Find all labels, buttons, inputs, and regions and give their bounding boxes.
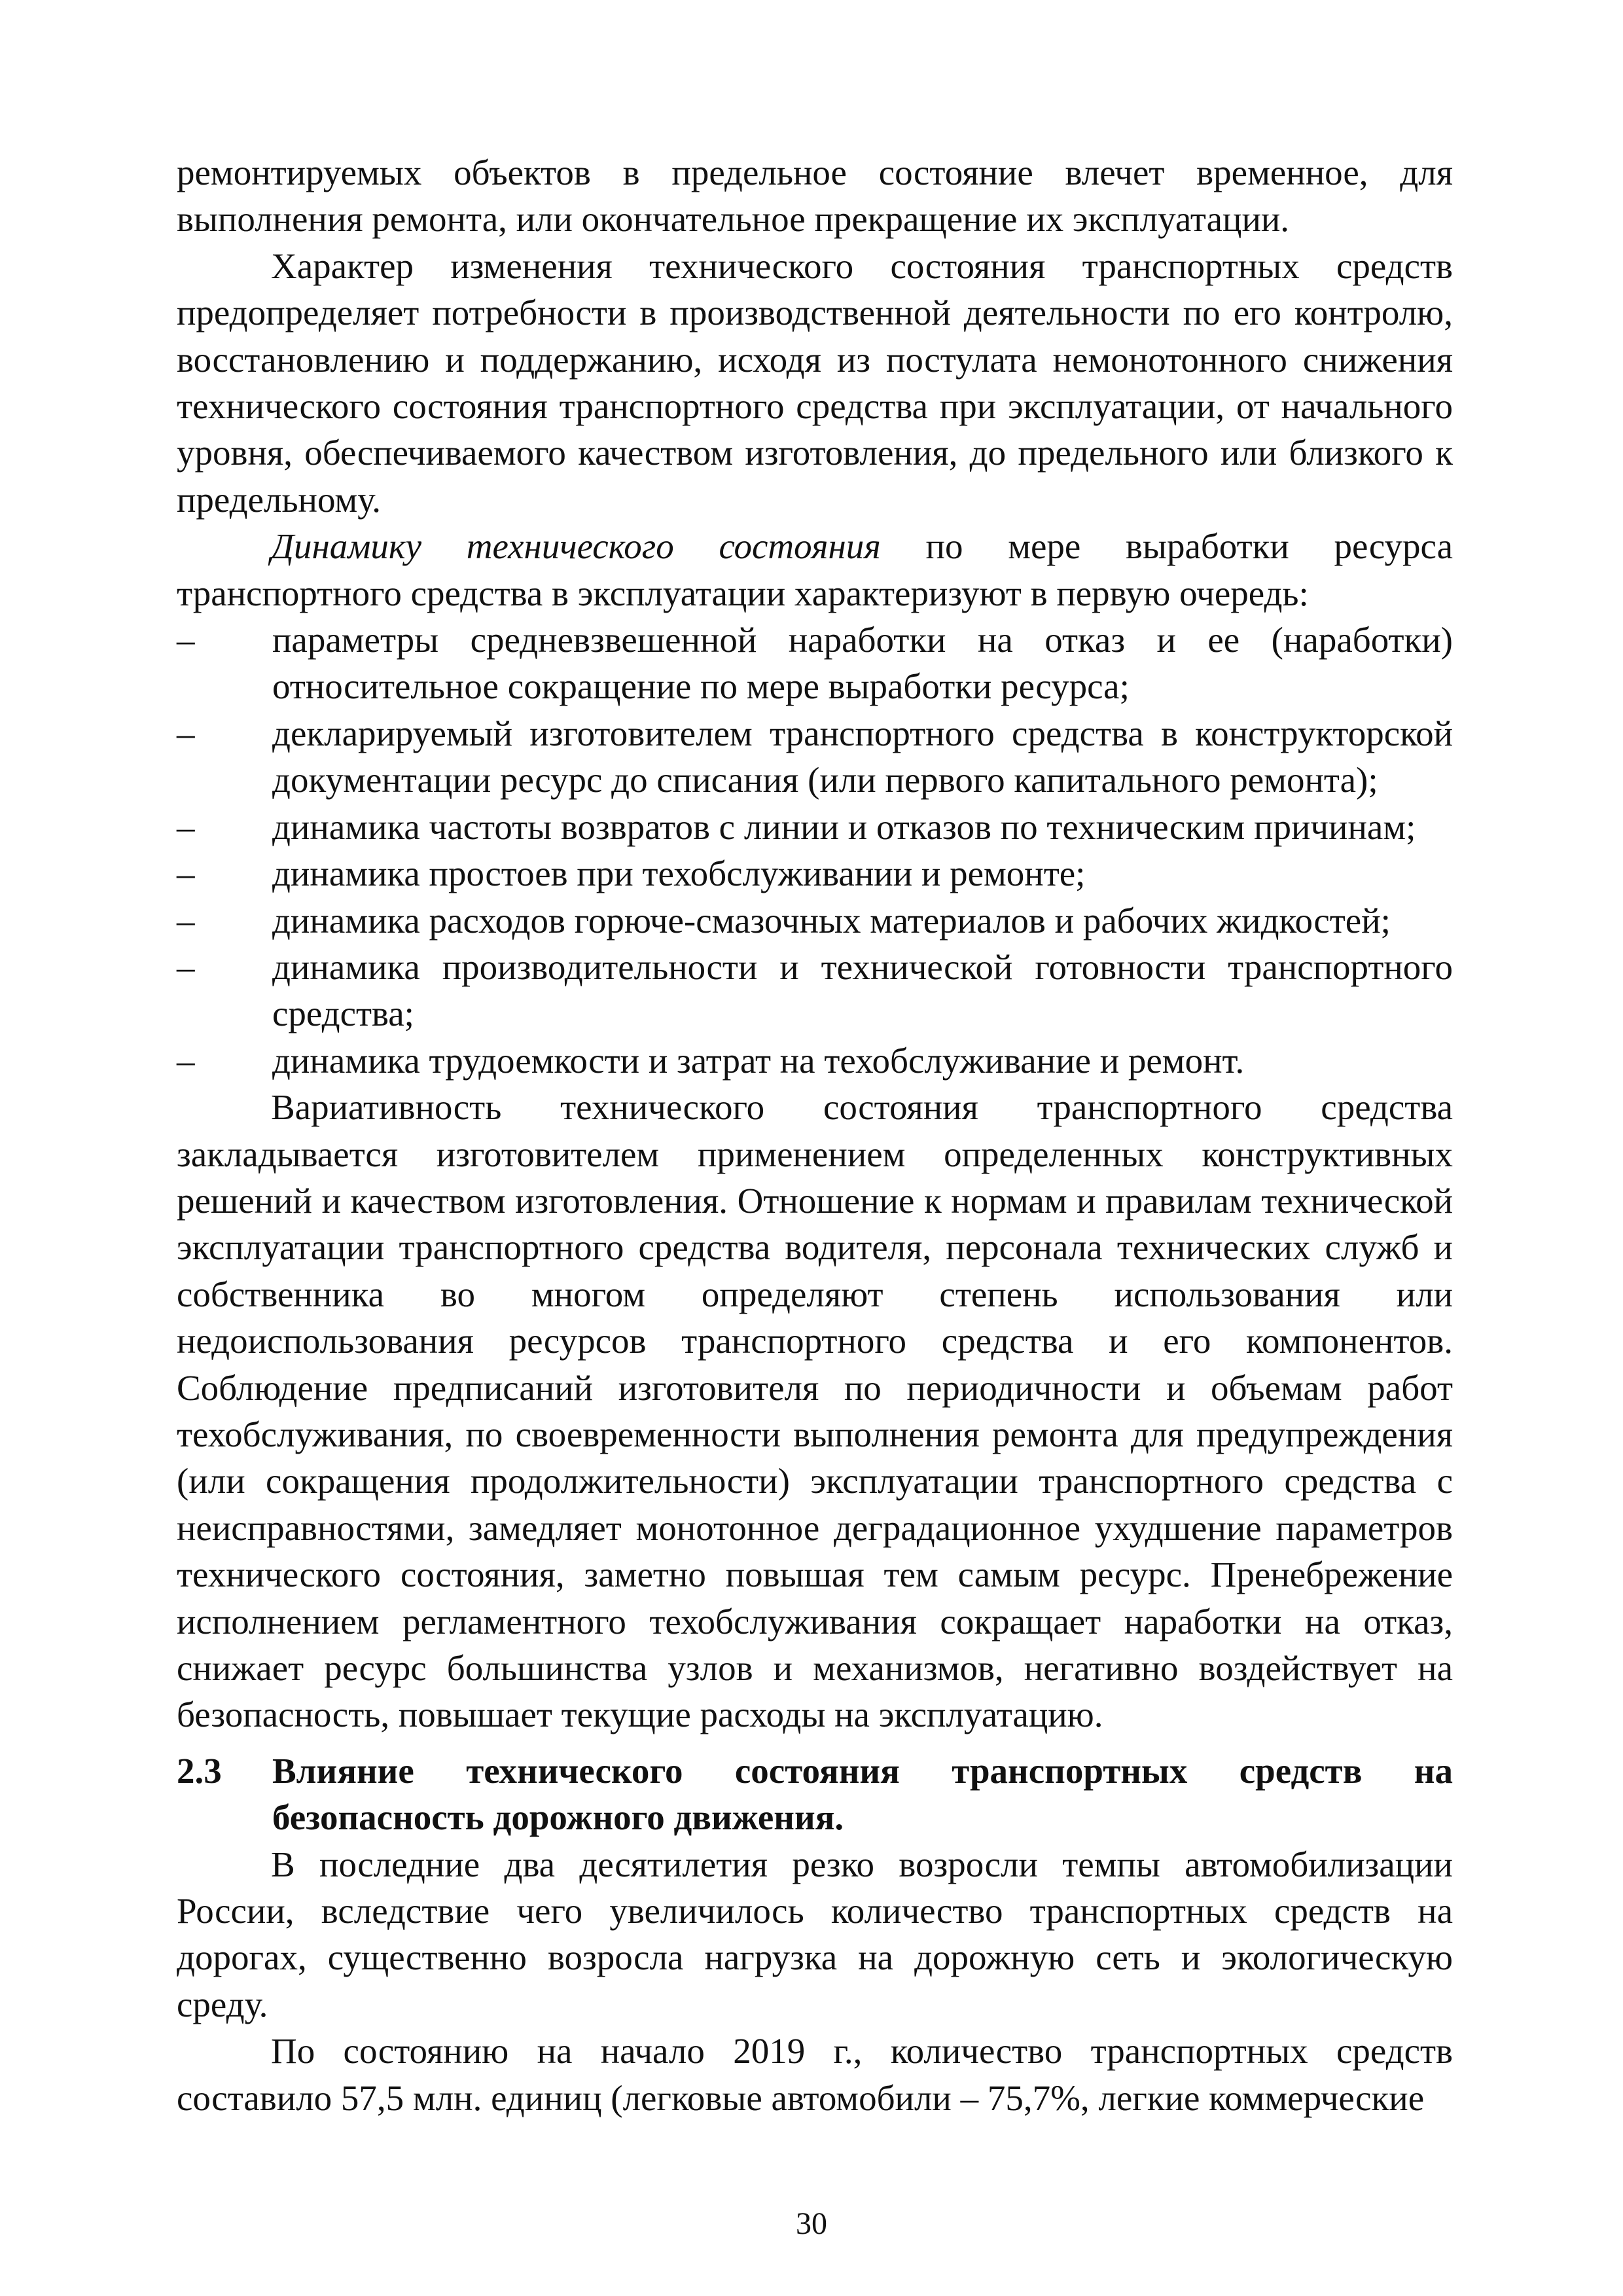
dash-bullet: – xyxy=(177,1040,195,1081)
list-item xyxy=(177,850,1453,897)
section-title: Влияние технического состояния транспортных средств на безопасность дорожного движения. xyxy=(272,1750,1453,1838)
list-item xyxy=(177,1037,1453,1084)
list-item-text: динамика частоты возвратов с линии и отказов по техническим причинам; xyxy=(272,806,1416,847)
dash-bullet: – xyxy=(177,946,195,987)
list-item-text: динамика простоев при техобслуживании и ремонте; xyxy=(272,853,1086,894)
paragraph-character-of-change: Характер изменения технического состояния транспортных средств предопределяет потребности в производственной деятельности по его контролю, восстановлению и поддержанию, исходя из постулата немонотонного снижения технического состояния транспортного средства при эксплуатации, от начального уровня, обеспечиваемого качеством изготовления, до предельного или близкого к предельному. xyxy=(177,245,1453,520)
list-item xyxy=(177,897,1453,944)
paragraph-continuation: ремонтируемых объектов в предельное состояние влечет временное, для выполнения ремонта, или окончательное прекращение их эксплуатации. xyxy=(177,152,1453,240)
paragraph-motorization: В последние два десятилетия резко возросли темпы автомобилизации России, вследствие чего увеличилось количество транспортных средств на дорогах, существенно возросла нагрузка на дорожную сеть и экологическую среду. xyxy=(177,1844,1453,2024)
dash-bullet: – xyxy=(177,853,195,894)
dash-bullet: – xyxy=(177,620,195,660)
paragraph-vehicle-count: По состоянию на начало 2019 г., количество транспортных средств составило 57,5 млн. единиц (легковые автомобили – 75,7%, легкие коммерческие xyxy=(177,2031,1453,2118)
section-heading xyxy=(177,1748,1453,1841)
list-item-text: параметры средневзвешенной наработки на отказ и ее (наработки) относительное сокращение по мере выработки ресурса; xyxy=(272,620,1453,707)
list-item-text: динамика производительности и технической готовности транспортного средства; xyxy=(272,946,1453,1034)
section-number: 2.3 xyxy=(177,1750,222,1791)
dash-bullet: – xyxy=(177,806,195,847)
list-item xyxy=(177,710,1453,804)
paragraph-dynamics-intro xyxy=(177,523,1453,617)
list-item xyxy=(177,944,1453,1037)
document-page xyxy=(177,149,1453,2121)
dash-bullet: – xyxy=(177,900,195,941)
italic-term: Динамику технического состояния xyxy=(271,526,881,567)
list-item xyxy=(177,617,1453,710)
dash-bullet: – xyxy=(177,713,195,753)
paragraph-variability: Вариативность технического состояния транспортного средства закладывается изготовителем применением определенных конструктивных решений и качеством изготовления. Отношение к нормам и правилам технической эксплуатации транспортного средства водителя, персонала технических служб и собственника во многом определяют степень использования или недоиспользования ресурсов транспортного средства и его компонентов. Соблюдение предписаний изготовителя по периодичности и объемам работ техобслуживания, по своевременности выполнения ремонта для предупреждения (или сокращения продолжительности) эксплуатации транспортного средства с неисправностями, замедляет монотонное деградационное ухудшение параметров технического состояния, заметно повышая тем самым ресурс. Пренебрежение исполнением регламентного техобслуживания сокращает наработки на отказ, снижает ресурс большинства узлов и механизмов, негативно воздействует на безопасность, повышает текущие расходы на эксплуатацию. xyxy=(177,1087,1453,1735)
list-item-text: динамика расходов горюче-смазочных материалов и рабочих жидкостей; xyxy=(272,900,1391,941)
page-number: 30 xyxy=(796,2206,827,2241)
list-item-text: динамика трудоемкости и затрат на техобслуживание и ремонт. xyxy=(272,1040,1245,1081)
paragraph-dynamics-text: по мере выработки ресурса транспортного средства в эксплуатации характеризуют в первую очередь: xyxy=(177,526,1453,613)
list-item-text: декларируемый изготовителем транспортного средства в конструкторской документации ресурс до списания (или первого капитального ремонта); xyxy=(272,713,1453,800)
list-item xyxy=(177,804,1453,850)
dash-list xyxy=(177,617,1453,1084)
